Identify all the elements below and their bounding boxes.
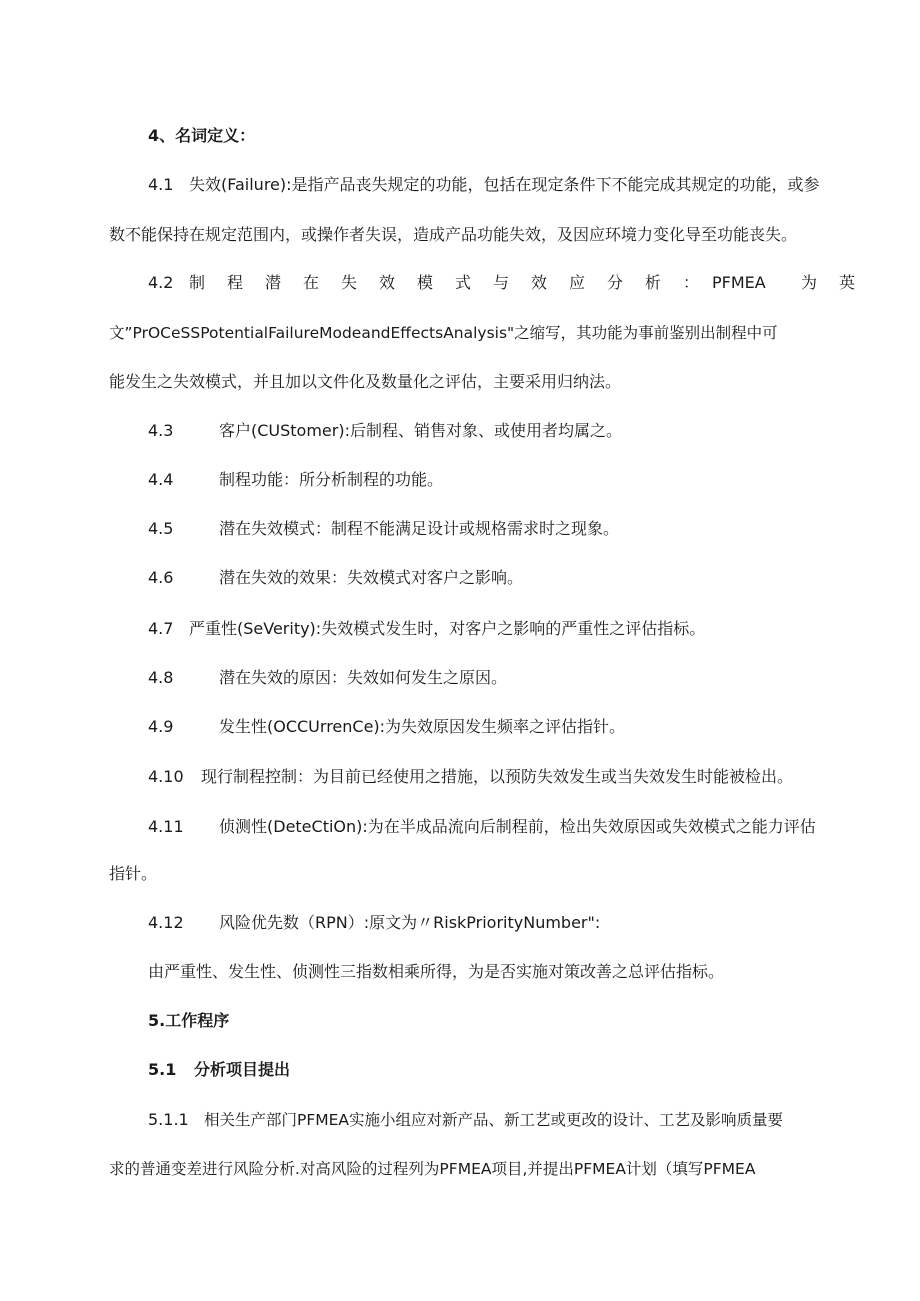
- item-number: 4.5: [148, 519, 174, 538]
- item-text-continuation: 指针。: [109, 864, 158, 883]
- spread-char: 制: [189, 273, 206, 292]
- item-text: 潜在失效的效果：失效模式对客户之影响。: [219, 568, 524, 587]
- item-text-continuation: 由严重性、发生性、侦测性三指数相乘所得，为是否实施对策改善之总评估指标。: [148, 962, 725, 981]
- spread-char: 模: [417, 273, 434, 292]
- section-heading: 4、名词定义：: [148, 126, 256, 145]
- item-number: 4.3: [148, 421, 174, 440]
- spread-char: 英: [839, 273, 856, 292]
- item-text: 严重性(SeVerity):失效模式发生时，对客户之影响的严重性之评估指标。: [189, 619, 706, 638]
- item-text: 客户(CUStomer):后制程、销售对象、或使用者均属之。: [219, 421, 622, 440]
- item-text: 侦测性(DeteCtiOn):为在半成品流向后制程前，检出失效原因或失效模式之能力评估: [219, 817, 816, 836]
- spread-char: 式: [455, 273, 472, 292]
- spread-char: 程: [227, 273, 244, 292]
- item-text-continuation: 求的普通变差进行风险分析.对高风险的过程列为PFMEA项目,并提出PFMEA计划（填写PFMEA: [109, 1160, 756, 1178]
- subsection-number: 5.1: [148, 1060, 177, 1079]
- subsection-title: 分析项目提出: [194, 1060, 291, 1079]
- spread-char: 潜: [265, 273, 282, 292]
- item-number: 4.8: [148, 668, 174, 687]
- item-text-continuation: 能发生之失效模式，并且加以文件化及数量化之评估，主要采用归纳法。: [109, 372, 622, 391]
- item-text-continuation: 文”PrOCeSSPotentialFailureModeandEffectsAnalysis"之缩写，其功能为事前鉴别出制程中可: [109, 324, 778, 342]
- item-number: 4.6: [148, 568, 174, 587]
- item-number: 4.10: [148, 767, 184, 786]
- item-text: 风险优先数（RPN）:原文为〃RiskPriorityNumber":: [219, 913, 601, 932]
- section-heading: 5.工作程序: [148, 1011, 230, 1030]
- item-text: 失效(Failure):是指产品丧失规定的功能，包括在现定条件下不能完成其规定的功能，或参: [189, 175, 820, 194]
- spread-char: 在: [303, 273, 320, 292]
- item-text: 相关生产部门PFMEA实施小组应对新产品、新工艺或更改的设计、工艺及影响质量要: [204, 1111, 784, 1129]
- item-text: 制程功能：所分析制程的功能。: [219, 470, 444, 489]
- spread-char: 析: [645, 273, 662, 292]
- item-number: 4.9: [148, 717, 174, 736]
- item-text: 现行制程控制：为目前已经使用之措施，以预防失效发生或当失效发生时能被检出。: [201, 767, 794, 786]
- spread-char: 效: [531, 273, 548, 292]
- spread-char: PFMEA: [712, 273, 766, 292]
- item-number: 4.4: [148, 470, 174, 489]
- spread-char: 与: [493, 273, 510, 292]
- item-number: 5.1.1: [148, 1110, 189, 1129]
- spread-char: 应: [569, 273, 586, 292]
- item-number: 4.11: [148, 817, 184, 836]
- item-number: 4.7: [148, 619, 174, 638]
- item-number: 4.1: [148, 175, 174, 194]
- spread-char: 为: [801, 273, 818, 292]
- item-number: 4.2: [148, 273, 174, 292]
- item-text: 发生性(OCCUrrenCe):为失效原因发生频率之评估指针。: [219, 717, 626, 736]
- spread-char: ：: [683, 273, 700, 292]
- spread-char: 分: [607, 273, 624, 292]
- item-number: 4.12: [148, 913, 184, 932]
- spread-char: 效: [379, 273, 396, 292]
- item-text-continuation: 数不能保持在规定范围内，或操作者失误，造成产品功能失效，及因应环境力变化导至功能丧失。: [109, 225, 798, 244]
- item-text: 潜在失效模式：制程不能满足设计或规格需求时之现象。: [219, 519, 620, 538]
- spread-char: 失: [341, 273, 358, 292]
- item-text: 潜在失效的原因：失效如何发生之原因。: [219, 668, 508, 687]
